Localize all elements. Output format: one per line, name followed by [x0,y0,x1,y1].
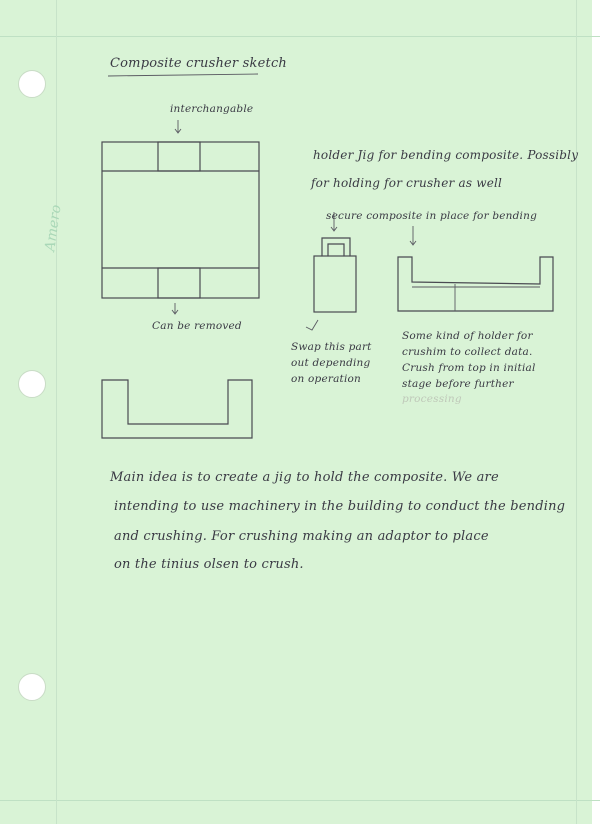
note-holder-1: Some kind of holder for [402,330,533,342]
note-swap-1: Swap this part [291,341,372,353]
arrow-down [172,303,178,314]
note-holder-3: Crush from top in initial [402,362,536,374]
note-swap-2: out depending [291,357,371,369]
page-title: Composite crusher sketch [110,56,287,71]
note-secure-composite: secure composite in place for bending [326,210,537,222]
holder-jig-sketch [398,226,553,311]
u-channel-sketch [102,380,252,438]
paragraph-line-2: intending to use machinery in the building to conduct the bending [114,499,566,514]
title-underline [108,74,258,76]
note-holder-jig-2: for holding for crusher as well [311,176,503,190]
label-interchangable: interchangable [170,103,254,115]
swap-part-sketch [306,212,356,330]
note-swap-3: on operation [291,373,362,385]
note-holder-jig-1: holder Jig for bending composite. Possibly [313,148,579,162]
paragraph-line-1: Main idea is to create a jig to hold the composite. We are [110,470,499,485]
paragraph-line-4: on the tinius olsen to crush. [114,557,304,572]
crusher-box-sketch [102,142,259,298]
label-can-be-removed: Can be removed [152,320,242,332]
margin-stamp: Amero [42,203,65,253]
arrow-down [175,120,181,133]
note-holder-5: processing [402,393,462,405]
note-holder-4: stage before further [402,378,514,390]
paragraph-line-3: and crushing. For crushing making an adaptor to place [114,529,489,544]
note-holder-2: crushim to collect data. [402,346,533,358]
